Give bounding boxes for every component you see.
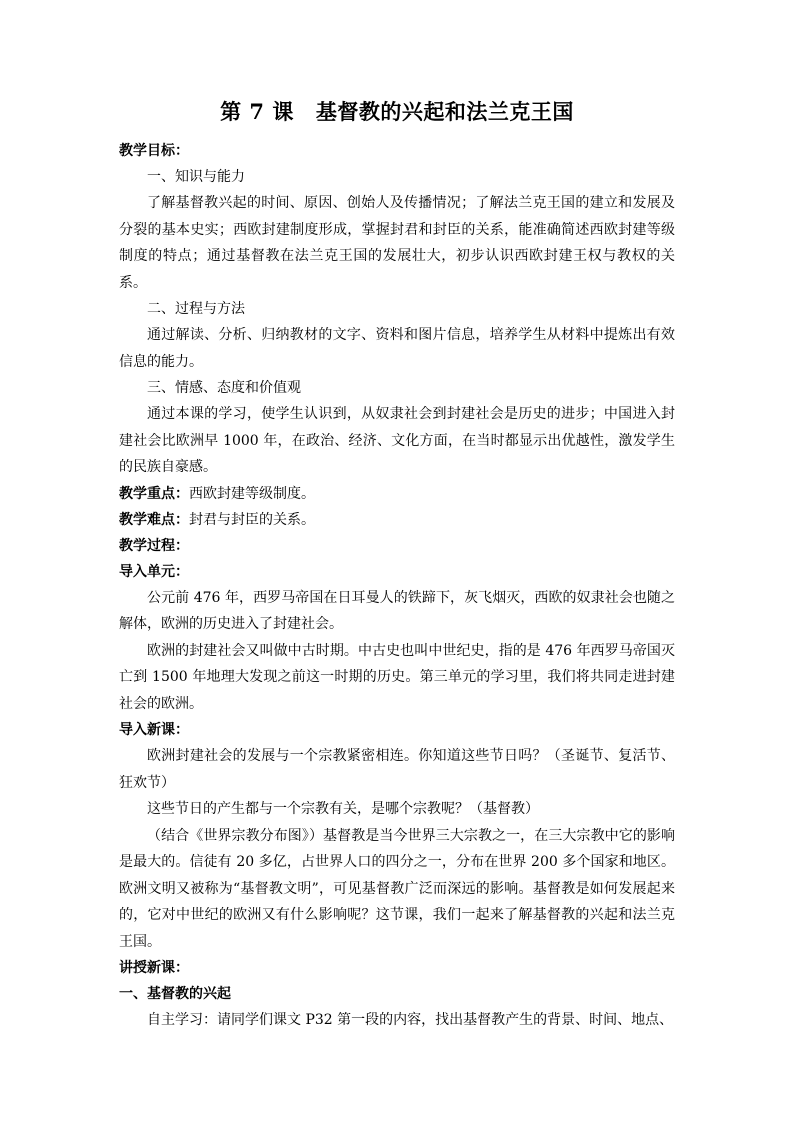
difficulty-label: 教学难点： — [119, 511, 189, 528]
section3-heading: 三、情感、态度和价值观 — [147, 380, 301, 396]
part1-heading: 一、基督教的兴起 — [119, 986, 231, 1002]
key-point-text: 西欧封建等级制度。 — [189, 485, 315, 502]
document-content — [119, 94, 675, 1034]
difficulty-text: 封君与封臣的关系。 — [189, 511, 315, 528]
intro-unit-paragraph-2: 欧洲的封建社会又叫做中古时期。中古史也叫中世纪史，指的是 476 年西罗马帝国灭亡到 1500 年地理大发现之前这一时期的历史。第三单元的学习里，我们将共同走进封建社会的欧洲。 — [119, 642, 675, 712]
section1-heading: 一、知识与能力 — [147, 169, 245, 185]
self-study-paragraph: 自主学习：请同学们课文 P32 第一段的内容，找出基督教产生的背景、时间、地点、 — [147, 1012, 674, 1028]
teaching-heading: 讲授新课： — [119, 960, 189, 976]
difficulty-line — [119, 507, 675, 533]
intro-lesson-paragraph-1: 欧洲封建社会的发展与一个宗教紧密相连。你知道这些节日吗？（圣诞节、复活节、狂欢节） — [119, 748, 675, 791]
intro-lesson-heading: 导入新课： — [119, 722, 189, 738]
key-point-line — [119, 481, 675, 507]
section2-text: 通过解读、分析、归纳教材的文字、资料和图片信息，培养学生从材料中提炼出有效信息的能力。 — [119, 327, 675, 370]
process-heading: 教学过程： — [119, 537, 189, 554]
intro-lesson-paragraph-2: 这些节日的产生都与一个宗教有关，是哪个宗教呢？（基督教） — [147, 801, 539, 817]
intro-lesson-paragraph-3: （结合《世界宗教分布图》）基督教是当今世界三大宗教之一，在三大宗教中它的影响是最大的。信徒有 20 多亿，占世界人口的四分之一，分布在世界 200 多个国家和地区。欧洲文明又被称为“基督教文明”，可见基督教广泛而深远的影响。基督教是如何发展起来的，它对中世纪的欧洲又有什么影响呢？这节课，我们一起来了解基督教的兴起和法兰克王国。 — [119, 827, 675, 950]
lesson-title — [119, 94, 675, 130]
key-point-label: 教学重点： — [119, 485, 189, 502]
lesson-number: 第 7 课 — [220, 99, 294, 124]
section2-heading: 二、过程与方法 — [147, 301, 245, 317]
intro-unit-heading: 导入单元： — [119, 563, 189, 580]
intro-unit-paragraph-1: 公元前 476 年，西罗马帝国在日耳曼人的铁蹄下，灰飞烟灭，西欧的奴隶社会也随之解体，欧洲的历史进入了封建社会。 — [119, 589, 675, 632]
section1-text: 了解基督教兴起的时间、原因、创始人及传播情况；了解法兰克王国的建立和发展及分裂的基本史实；西欧封建制度形成，掌握封君和封臣的关系，能准确简述西欧封建等级制度的特点；通过基督教在法兰克王国的发展壮大，初步认识西欧封建王权与教权的关系。 — [119, 195, 675, 291]
section3-text: 通过本课的学习，使学生认识到，从奴隶社会到封建社会是历史的进步；中国进入封建社会比欧洲早 1000 年，在政治、经济、文化方面，在当时都显示出优越性，激发学生的民族自豪感。 — [119, 406, 675, 475]
objectives-heading: 教学目标： — [119, 143, 189, 159]
lesson-name: 基督教的兴起和法兰克王国 — [315, 99, 574, 124]
